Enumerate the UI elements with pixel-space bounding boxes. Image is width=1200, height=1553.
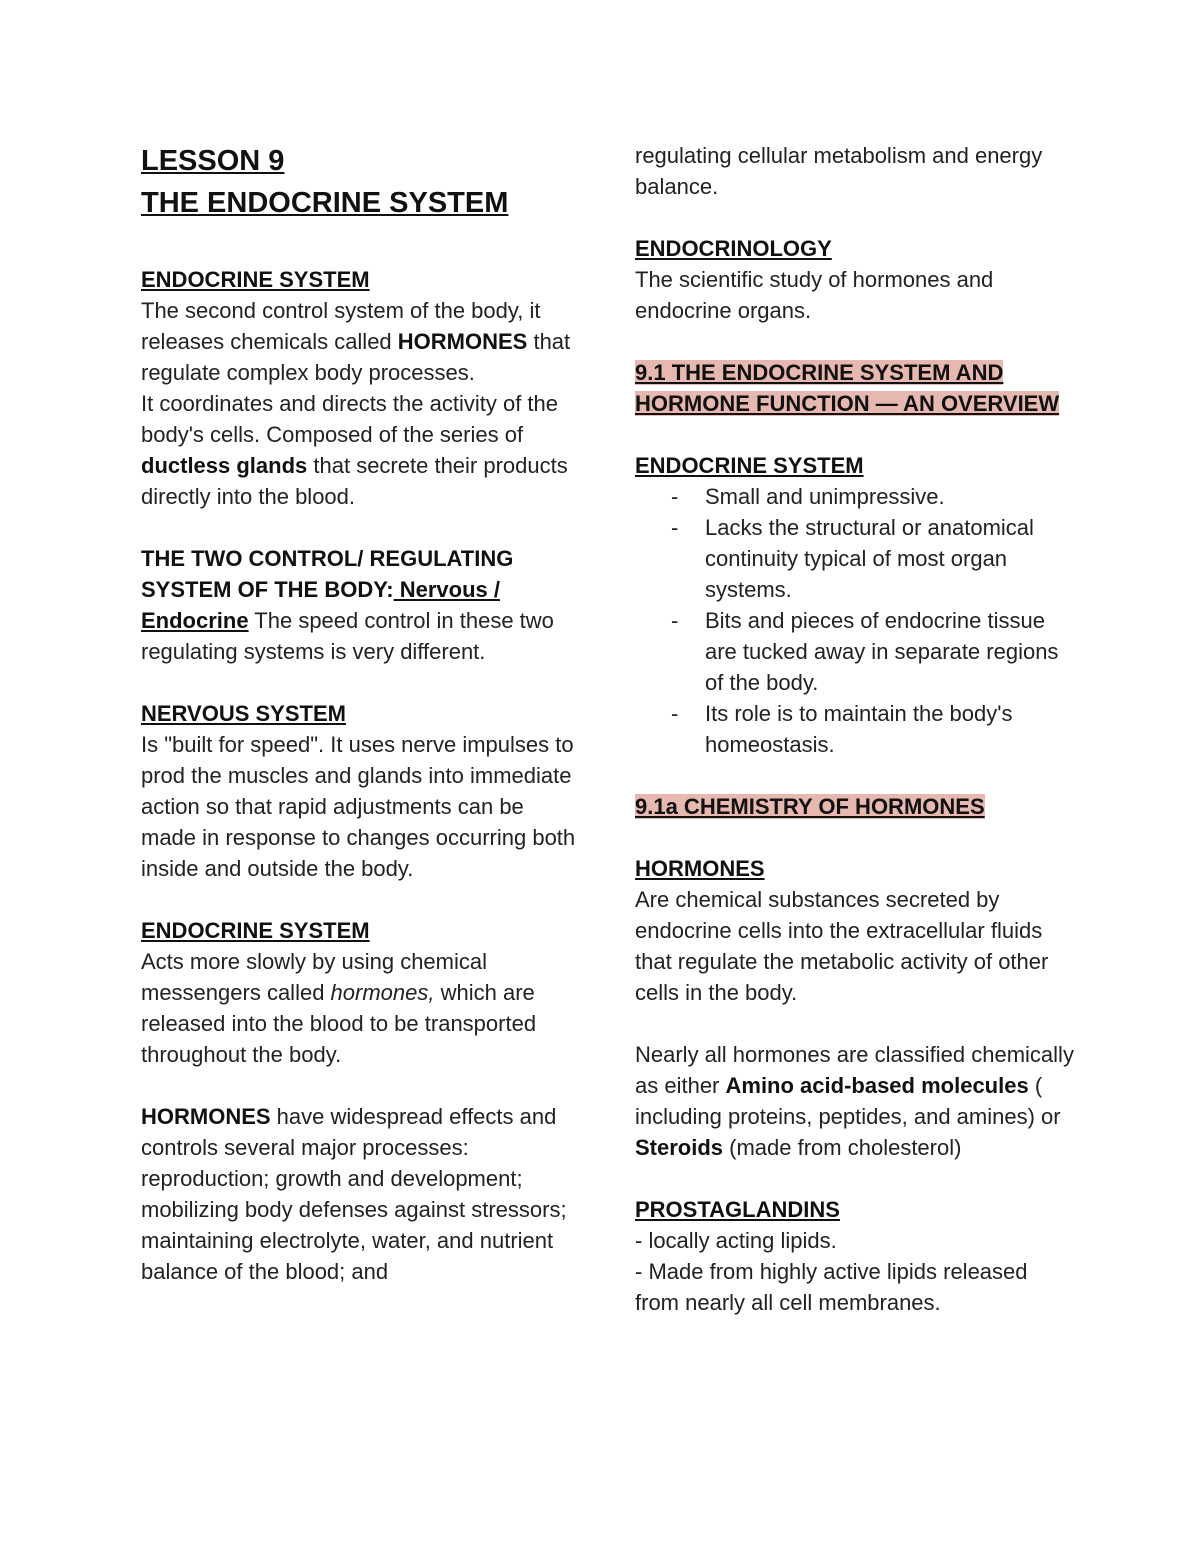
left-column	[141, 140, 581, 1287]
section-heading: ENDOCRINE SYSTEM	[141, 918, 370, 943]
text: The speed control in these two regulating systems is very different.	[141, 608, 554, 664]
section-heading: ENDOCRINE SYSTEM	[141, 267, 370, 292]
list-item: - Its role is to maintain the body's homeostasis.	[635, 698, 1075, 760]
paragraph: Are chemical substances secreted by endocrine cells into the extracellular fluids that regulate the metabolic activity of other cells in the body.	[635, 887, 1049, 1005]
list-item: - Bits and pieces of endocrine tissue are tucked away in separate regions of the body.	[635, 605, 1075, 698]
section-hormone-effects	[141, 1101, 581, 1287]
text: The second control system of the body, it releases chemicals called	[141, 298, 541, 354]
continuation-text	[635, 140, 1075, 202]
dash-list	[635, 481, 1075, 760]
section-hormones-definition	[635, 853, 1075, 1008]
paragraph	[141, 946, 581, 1070]
paragraph: The scientific study of hormones and endocrine organs.	[635, 267, 994, 323]
paragraph	[141, 1101, 581, 1287]
list-item: - Small and unimpressive.	[635, 481, 1075, 512]
section-heading: PROSTAGLANDINS	[635, 1197, 840, 1222]
section-heading: ENDOCRINOLOGY	[635, 236, 832, 261]
section-9-1-title	[635, 357, 1075, 419]
highlighted-section-title: 9.1 THE ENDOCRINE SYSTEM AND HORMONE FUNCTION — AN OVERVIEW	[635, 360, 1060, 416]
highlighted-section-title: 9.1a CHEMISTRY OF HORMONES	[635, 794, 985, 819]
paragraph	[635, 1039, 1075, 1163]
text: that regulate complex body processes.	[141, 329, 571, 385]
section-endocrine-system-overview	[635, 450, 1075, 760]
paragraph: regulating cellular metabolism and energy balance.	[635, 143, 1043, 199]
bold-term: THE TWO CONTROL/ REGULATING SYSTEM OF THE BODY:	[141, 546, 514, 602]
section-endocrine-system-intro	[141, 264, 581, 512]
lesson-number: LESSON 9	[141, 145, 285, 177]
lesson-title	[141, 140, 581, 224]
text: (made from cholesterol)	[723, 1135, 962, 1160]
text: that secrete their products directly into the blood.	[141, 453, 568, 509]
right-column	[635, 140, 1075, 1318]
section-heading: HORMONES	[635, 856, 765, 881]
text: It coordinates and directs the activity of the body's cells. Composed of the series of	[141, 391, 559, 447]
text: have widespread effects and controls several major processes: reproduction; growth and development; mobilizing body defenses against stressors; maintaining electrolyte, water, and nutrient balance of the blood; and	[141, 1104, 567, 1284]
italic-term: hormones,	[330, 980, 435, 1005]
paragraph: - Made from highly active lipids released from nearly all cell membranes.	[635, 1259, 1028, 1315]
section-heading: ENDOCRINE SYSTEM	[635, 453, 864, 478]
paragraph: - locally acting lipids.	[635, 1228, 837, 1253]
paragraph	[141, 295, 581, 388]
text: Nearly all hormones are classified chemically as either	[635, 1042, 1074, 1098]
lesson-name: THE ENDOCRINE SYSTEM	[141, 187, 509, 219]
bold-term: HORMONES	[141, 1104, 271, 1129]
paragraph	[141, 543, 581, 667]
section-endocrinology	[635, 233, 1075, 326]
section-nervous-system	[141, 698, 581, 884]
bold-term: ductless glands	[141, 453, 308, 478]
paragraph	[141, 388, 581, 512]
section-two-control-systems	[141, 543, 581, 667]
section-prostaglandins	[635, 1194, 1075, 1318]
section-endocrine-system-hormones	[141, 915, 581, 1070]
paragraph: Is "built for speed". It uses nerve impulses to prod the muscles and glands into immediate action so that rapid adjustments can be made in response to changes occurring both inside and outside the body.	[141, 732, 576, 881]
bold-term: Steroids	[635, 1135, 724, 1160]
list-item: - Lacks the structural or anatomical continuity typical of most organ systems.	[635, 512, 1075, 605]
section-9-1a-title	[635, 791, 1075, 822]
text: which are released into the blood to be transported throughout the body.	[141, 980, 537, 1067]
text: ( including proteins, peptides, and amines) or	[635, 1073, 1061, 1129]
text: Acts more slowly by using chemical messengers called	[141, 949, 488, 1005]
bold-term: Amino acid-based molecules	[725, 1073, 1029, 1098]
section-heading: NERVOUS SYSTEM	[141, 701, 346, 726]
section-hormone-classification	[635, 1039, 1075, 1163]
underlined-term: Nervous / Endocrine	[141, 577, 500, 633]
bold-term: HORMONES	[397, 329, 528, 354]
